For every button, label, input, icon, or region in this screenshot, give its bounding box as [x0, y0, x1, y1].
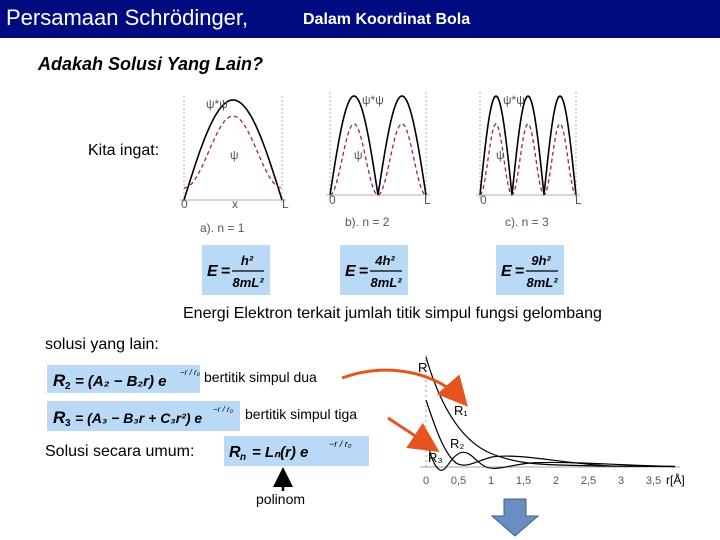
x-tick-label: 3,5	[645, 475, 662, 487]
psi-star-psi-3: ψ*ψ	[503, 93, 525, 107]
x-tick-label: 3	[617, 475, 625, 487]
svg-text:E: E	[207, 263, 218, 280]
svg-text:= Lₙ(r) e: = Lₙ(r) e	[252, 444, 309, 461]
svg-text:R: R	[229, 444, 241, 461]
svg-text:9h²: 9h²	[531, 253, 551, 268]
svg-text:=: =	[515, 263, 525, 280]
svg-text:8mL²: 8mL²	[526, 275, 558, 290]
x-tick-label: 0,5	[450, 475, 467, 487]
r3-note: bertitik simpul tiga	[245, 406, 358, 422]
caption-n1: a). n = 1	[200, 221, 245, 235]
svg-text:2: 2	[65, 381, 71, 392]
x-tick-label: 2,5	[580, 475, 597, 487]
svg-text:R: R	[53, 408, 66, 427]
zero-label-1: 0	[181, 197, 188, 211]
l-label-1: L	[282, 197, 289, 211]
arrow-r2-to-r1	[342, 370, 462, 400]
arrow-r3-to-r3	[388, 418, 432, 447]
zero-label-3: 0	[480, 193, 487, 207]
energy-statement: Energi Elektron terkait jumlah titik simpul fungsi gelombang	[183, 305, 602, 322]
svg-text:E: E	[501, 263, 512, 280]
svg-text:=: =	[359, 263, 369, 280]
svg-text:−r / r₀: −r / r₀	[329, 439, 352, 449]
slide-subtitle: Dalam Koordinat Bola	[303, 11, 471, 28]
svg-text:−r / r₀: −r / r₀	[180, 368, 200, 377]
caption-n3: c). n = 3	[505, 215, 549, 229]
svg-text:h²: h²	[240, 253, 254, 268]
recall-label: Kita ingat:	[88, 142, 160, 159]
l-label-2: L	[424, 193, 431, 207]
label-r3: R₃	[428, 450, 443, 465]
polynomial-note: polinom	[256, 491, 306, 507]
x-unit-label: r[Å]	[666, 473, 685, 487]
other-solutions-label: solusi yang lain:	[45, 336, 159, 353]
svg-text:−r / r₀: −r / r₀	[213, 405, 234, 414]
caption-n2: b). n = 2	[345, 215, 390, 229]
question-heading: Adakah Solusi Yang Lain?	[38, 54, 264, 74]
svg-text:= (A₃ − B₃r + C₃r²) e: = (A₃ − B₃r + C₃r²) e	[75, 410, 203, 426]
x-tick-label: 1	[487, 475, 495, 487]
svg-text:= (A₂ − B₂r) e: = (A₂ − B₂r) e	[75, 373, 167, 390]
down-arrow	[492, 499, 538, 536]
zero-label-2: 0	[329, 193, 336, 207]
x-tick-label: 1,5	[515, 475, 532, 487]
svg-text:n: n	[240, 452, 247, 463]
l-label-3: L	[575, 193, 582, 207]
psi-star-psi-2: ψ*ψ	[362, 93, 384, 107]
svg-text:R: R	[53, 371, 66, 390]
x-tick-label: 0	[422, 475, 430, 487]
general-solution-label: Solusi secara umum:	[45, 443, 195, 460]
psi-star-psi-1: ψ*ψ	[206, 97, 228, 111]
r2-note: bertitik simpul dua	[204, 369, 317, 385]
label-r: R	[418, 360, 428, 375]
psi-3: ψ	[496, 148, 505, 162]
svg-text:3: 3	[65, 418, 71, 429]
svg-text:4h²: 4h²	[375, 253, 395, 268]
svg-text:8mL²: 8mL²	[232, 275, 264, 290]
slide-title: Persamaan Schrödinger,	[6, 5, 249, 30]
label-r1: R₁	[454, 403, 468, 418]
x-tick-label: 2	[552, 475, 560, 487]
svg-text:=: =	[221, 263, 231, 280]
label-r2: R₂	[450, 436, 465, 451]
psi-1: ψ	[230, 148, 239, 162]
psi-2: ψ	[354, 148, 363, 162]
svg-text:E: E	[345, 263, 356, 280]
x-label-1: x	[232, 197, 238, 211]
svg-text:8mL²: 8mL²	[370, 275, 402, 290]
